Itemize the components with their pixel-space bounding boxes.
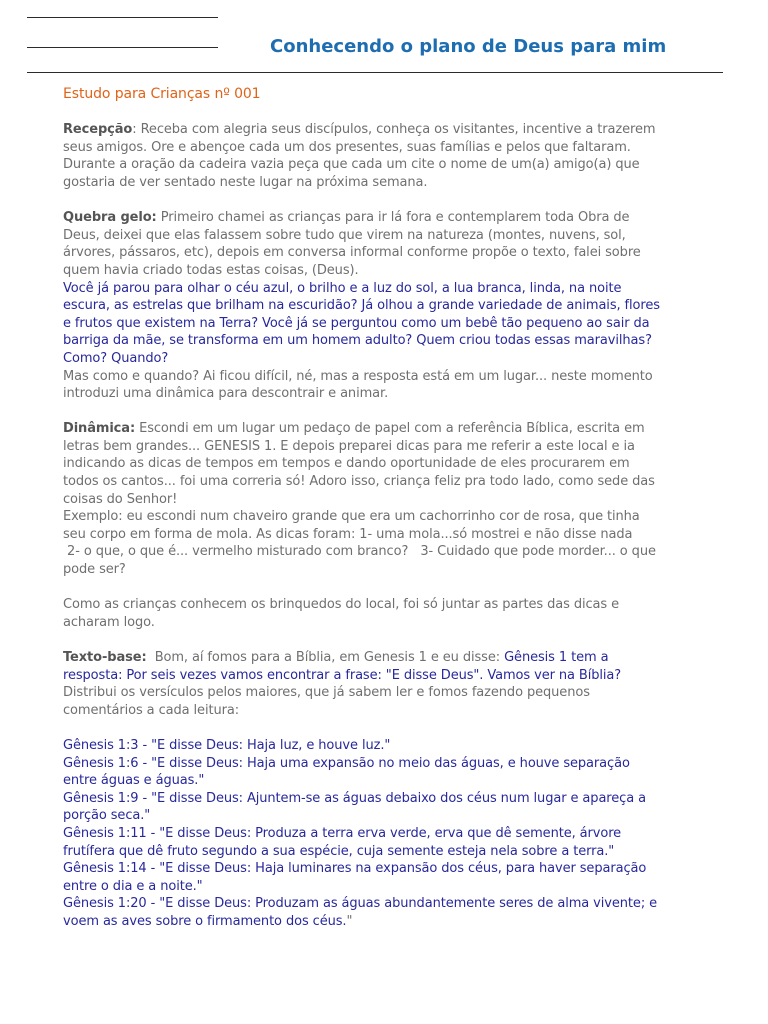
texto-base-intro: Bom, aí fomos para a Bíblia, em Genesis 1 e eu disse: — [146, 650, 505, 665]
texto-base-highlight-line: resposta: Por seis vezes vamos encontrar a frase: "E disse Deus". Vamos ver na Bíblia? — [63, 667, 622, 683]
verse-line: entre o dia e a noite." — [63, 878, 203, 894]
verse-line: porção seca." — [63, 808, 151, 824]
texto-base-line: Distribui os versículos pelos maiores, que já sabem ler e fomos fazendo pequenos — [63, 685, 590, 701]
quebra-gelo-line — [63, 209, 660, 227]
conclusao-line: acharam logo. — [63, 614, 155, 630]
paragraph-gap — [63, 719, 660, 737]
verse-line: frutífera que dê fruto segundo a sua espécie, cuja semente esteja nela sobre a terra." — [63, 843, 615, 859]
dinamica-example-line: seu corpo em forma de mola. As dicas foram: 1- uma mola...só mostrei e não disse nada — [63, 526, 633, 542]
recepcao-line: gostaria de ver sentado neste lugar na próxima semana. — [63, 174, 428, 190]
verse-closing-quote: " — [346, 913, 353, 929]
dinamica-text: Escondi em um lugar um pedaço de papel com a referência Bíblica, escrita em — [135, 421, 645, 437]
dinamica-line: todos os cantos... foi uma correria só! Adoro isso, criança feliz pra todo lado, como sede das — [63, 474, 655, 490]
paragraph-gap — [63, 579, 660, 597]
texto-base-line — [63, 649, 660, 667]
quebra-gelo-line: árvores, pássaros, etc), depois em conversa informal conforme propõe o texto, falei sobre — [63, 245, 641, 261]
quebra-gelo-question-line: e frutos que existem na Terra? Você já se perguntou como um bebê tão pequeno ao sair da — [63, 315, 650, 331]
verse-line: Gênesis 1:14 - "E disse Deus: Haja luminares na expansão dos céus, para haver separação — [63, 861, 647, 877]
study-content — [63, 86, 660, 931]
dinamica-example-line: Exemplo: eu escondi num chaveiro grande que era um cachorrinho cor de rosa, que tinha — [63, 509, 640, 525]
quebra-gelo-question-line: Como? Quando? — [63, 350, 169, 366]
verse-line: Gênesis 1:3 - "E disse Deus: Haja luz, e houve luz." — [63, 737, 391, 753]
quebra-gelo-heading: Quebra gelo: — [63, 210, 157, 226]
dinamica-line: indicando as dicas de tempos em tempos e dando oportunidade de eles procurarem em — [63, 456, 630, 472]
quebra-gelo-text: Primeiro chamei as crianças para ir lá fora e contemplarem toda Obra de — [156, 210, 630, 226]
dinamica-heading: Dinâmica: — [63, 421, 136, 437]
header-divider — [27, 72, 723, 73]
texto-base-line: comentários a cada leitura: — [63, 702, 239, 718]
verse-line — [63, 913, 660, 931]
dinamica-line: coisas do Senhor! — [63, 491, 178, 507]
recepcao-line: seus amigos. Ore e abençoe cada um dos presentes, suas famílias e pelos que faltaram. — [63, 139, 631, 155]
quebra-gelo-question-line: escura, as estrelas que brilham na escuridão? Já olhou a grande variedade de animais, flores — [63, 298, 660, 314]
verse-line: Gênesis 1:11 - "E disse Deus: Produza a terra erva verde, erva que dê semente, árvore — [63, 825, 622, 841]
recepcao-line — [63, 121, 660, 139]
study-number-label: Estudo para Crianças nº 001 — [63, 86, 261, 102]
conclusao-line: Como as crianças conhecem os brinquedos do local, foi só juntar as partes das dicas e — [63, 597, 620, 613]
blank-fill-line-2 — [27, 47, 218, 48]
quebra-gelo-followup-line: Mas como e quando? Ai ficou difícil, né, mas a resposta está em um lugar... neste momento — [63, 368, 653, 384]
page-title: Conhecendo o plano de Deus para mim — [270, 36, 667, 57]
paragraph-gap — [63, 631, 660, 649]
verse-line: Gênesis 1:20 - "E disse Deus: Produzam as águas abundantemente seres de alma vivente; e — [63, 896, 658, 912]
quebra-gelo-followup-line: introduzi uma dinâmica para descontrair e animar. — [63, 386, 389, 402]
dinamica-line: letras bem grandes... GENESIS 1. E depois preparei dicas para me referir a este local e ia — [63, 438, 635, 454]
verse-line: entre águas e águas." — [63, 773, 205, 789]
dinamica-example-line: pode ser? — [63, 562, 126, 578]
verse-line: Gênesis 1:9 - "E disse Deus: Ajuntem-se as águas debaixo dos céus num lugar e apareça a — [63, 790, 646, 806]
quebra-gelo-question-line: Você já parou para olhar o céu azul, o brilho e a luz do sol, a lua branca, linda, na noite — [63, 280, 622, 296]
blank-fill-line-1 — [27, 17, 218, 18]
paragraph-gap — [63, 104, 660, 122]
quebra-gelo-question-line: barriga da mãe, se transforma em um homem adulto? Quem criou todas essas maravilhas? — [63, 333, 652, 349]
quebra-gelo-line: Deus, deixei que elas falassem sobre tudo que virem na natureza (montes, nuvens, sol, — [63, 227, 626, 243]
recepcao-text: : Receba com alegria seus discípulos, conheça os visitantes, incentive a trazerem — [132, 122, 656, 138]
texto-base-highlight: Gênesis 1 tem a — [504, 650, 609, 665]
verse-line: Gênesis 1:6 - "E disse Deus: Haja uma expansão no meio das águas, e houve separação — [63, 755, 630, 771]
paragraph-gap — [63, 192, 660, 210]
recepcao-line: Durante a oração da cadeira vazia peça que cada um cite o nome de um(a) amigo(a) que — [63, 157, 640, 173]
verse-text: voem as aves sobre o firmamento dos céus. — [63, 913, 347, 929]
paragraph-gap — [63, 403, 660, 421]
dinamica-line — [63, 420, 660, 438]
texto-base-heading: Texto-base: — [63, 650, 147, 665]
quebra-gelo-line: quem havia criado todas estas coisas, (Deus). — [63, 262, 359, 278]
recepcao-heading: Recepção — [63, 122, 133, 138]
dinamica-example-line: 2- o que, o que é... vermelho misturado com branco? 3- Cuidado que pode morder... o que — [63, 544, 656, 560]
